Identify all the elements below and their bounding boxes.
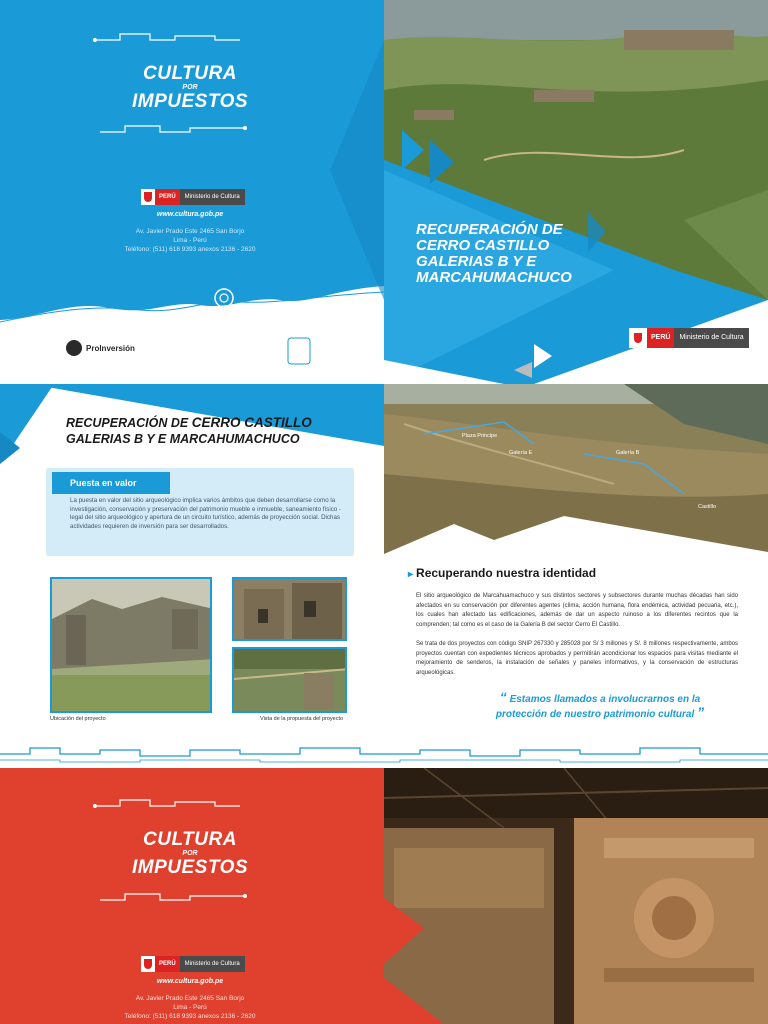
badge-country: PERÚ bbox=[647, 328, 674, 348]
peru-shield-icon bbox=[141, 189, 155, 205]
badge-country: PERÚ bbox=[155, 189, 180, 205]
logo-line-2: POR bbox=[182, 84, 198, 91]
proinversion-label: ProInversión bbox=[86, 343, 135, 353]
quote-line-1: Estamos llamados a involucrarnos en la bbox=[509, 694, 701, 705]
proinversion-icon bbox=[66, 340, 82, 356]
decorative-patterns-red bbox=[0, 768, 384, 1024]
badge-ministry: Ministerio de Cultura bbox=[180, 189, 245, 205]
red-back-cover bbox=[0, 768, 384, 1024]
inner-page-title bbox=[66, 415, 366, 447]
address-block bbox=[80, 227, 300, 254]
peru-shield-icon bbox=[629, 328, 647, 348]
aerial-site-photo bbox=[384, 384, 768, 554]
ministerio-badge bbox=[629, 328, 749, 348]
map-label: Castillo bbox=[698, 504, 717, 510]
logo-line-3: IMPUESTOS bbox=[131, 91, 249, 112]
pattern-divider bbox=[0, 736, 768, 768]
address-line: Lima - Perú bbox=[173, 237, 207, 244]
cover-title-line: CERRO CASTILLO bbox=[416, 237, 550, 254]
title-line-2: GALERIAS B Y E MARCAHUMACHUCO bbox=[66, 432, 300, 446]
website-link[interactable]: www.cultura.gob.pe bbox=[156, 978, 224, 985]
front-cover bbox=[384, 0, 768, 384]
paragraph-2: Se trata de dos proyectos con código SNIP 267330 y 285028 por S/ 3 millones y S/. 8 millones respectivamente, ambos proyectos cuentan con expedientes técnicos aprobados y permitirán acondicionar los espacios para visitas mediante el mejoramiento de senderos, la instalación de señales y paneles informativos, y la conservación de estructuras arqueológicas. bbox=[416, 641, 738, 676]
address-block bbox=[80, 994, 300, 1021]
logo-line-1: CULTURA bbox=[143, 63, 237, 84]
relief-photo-panel bbox=[384, 768, 768, 1024]
map-label: Galería B bbox=[616, 450, 640, 456]
cover-title-line: RECUPERACIÓN DE bbox=[416, 221, 563, 238]
logo-line-1: CULTURA bbox=[143, 829, 237, 850]
map-label: Plaza Principe bbox=[462, 433, 498, 439]
wall-photo bbox=[234, 579, 347, 641]
section-heading-text: Recuperando nuestra identidad bbox=[416, 566, 597, 580]
quote-line-2: protección de nuestro patrimonio cultural bbox=[495, 709, 695, 720]
address-line: Teléfono: (511) 618 9393 anexos 2136 - 2620 bbox=[124, 1013, 256, 1020]
website-link[interactable]: www.cultura.gob.pe bbox=[156, 211, 224, 218]
inner-right-page bbox=[384, 384, 768, 736]
peru-shield-icon bbox=[141, 956, 155, 972]
section-heading-identidad bbox=[408, 566, 738, 580]
badge-ministry: Ministerio de Cultura bbox=[674, 328, 748, 348]
open-quote-icon: “ bbox=[499, 689, 507, 705]
photo-caption-location: Ubicación del proyecto bbox=[50, 716, 106, 722]
address-line: Lima - Perú bbox=[173, 1004, 207, 1011]
excavation-photo bbox=[234, 649, 347, 713]
logo-line-3: IMPUESTOS bbox=[131, 857, 249, 878]
adobe-relief-photo bbox=[384, 768, 768, 1024]
greca-pattern bbox=[0, 736, 768, 768]
ministerio-badge bbox=[141, 956, 245, 972]
badge-country: PERÚ bbox=[155, 956, 180, 972]
ruins-photo bbox=[52, 579, 212, 713]
cultura-por-impuestos-logo bbox=[100, 64, 280, 111]
address-line: Teléfono: (511) 618 9393 anexos 2136 - 2620 bbox=[124, 246, 256, 253]
proinversion-logo bbox=[66, 340, 135, 356]
cover-title bbox=[416, 222, 636, 286]
proposal-photo-1 bbox=[232, 577, 347, 641]
map-label: Galería E bbox=[509, 450, 533, 456]
cultura-por-impuestos-logo bbox=[100, 830, 280, 877]
ministerio-badge bbox=[141, 189, 245, 205]
landscape-photo bbox=[384, 0, 768, 384]
close-quote-icon: ” bbox=[697, 704, 705, 720]
paragraph-1: El sitio arqueológico de Marcahuamachuco y sus distintos sectores y subsectores durante muchas décadas han sido afectados en su conservación por diferentes agentes (clima, acción humana, flora endémica, actividad pecuaria, etc.), los cuales han afectado las edificaciones, además de dar un aspecto ruinoso a los diferentes recintos que la comprenden; tal como es el caso de la Galería B del sector Cerro El Castillo. bbox=[416, 593, 738, 628]
title-emphasis: CERRO CASTILLO bbox=[191, 415, 312, 430]
arrow-right-icon: ▸ bbox=[408, 569, 414, 580]
title-line-1 bbox=[66, 415, 366, 431]
address-line: Av. Javier Prado Este 2465 San Borjo bbox=[135, 228, 245, 235]
address-line: Av. Javier Prado Este 2465 San Borjo bbox=[135, 995, 245, 1002]
title-prefix: RECUPERACIÓN DE bbox=[66, 416, 192, 430]
proposal-photo-2 bbox=[232, 647, 347, 713]
badge-ministry: Ministerio de Cultura bbox=[180, 956, 245, 972]
cover-title-line: MARCAHUMACHUCO bbox=[416, 269, 572, 286]
blue-back-cover bbox=[0, 0, 384, 384]
cover-title-line: GALERIAS B Y E bbox=[416, 253, 537, 270]
puesta-en-valor-text: La puesta en valor del sitio arqueológico implica varios ámbitos que deben desarrollarse como la investigación, conservación y preservación del patrimonio mueble e inmueble, saneamiento físico - legal del sitio arqueológico y apertura de un circuito turístico, además de proyección social. Dichas actividades requieren de inversión para ser desarrollados. bbox=[70, 497, 342, 530]
puesta-en-valor-heading: Puesta en valor bbox=[52, 472, 170, 494]
location-photo bbox=[50, 577, 212, 713]
photo-caption-proposal: Vista de la propuesta del proyecto bbox=[260, 716, 344, 722]
logo-line-2: POR bbox=[182, 850, 198, 857]
pull-quote bbox=[470, 691, 730, 721]
